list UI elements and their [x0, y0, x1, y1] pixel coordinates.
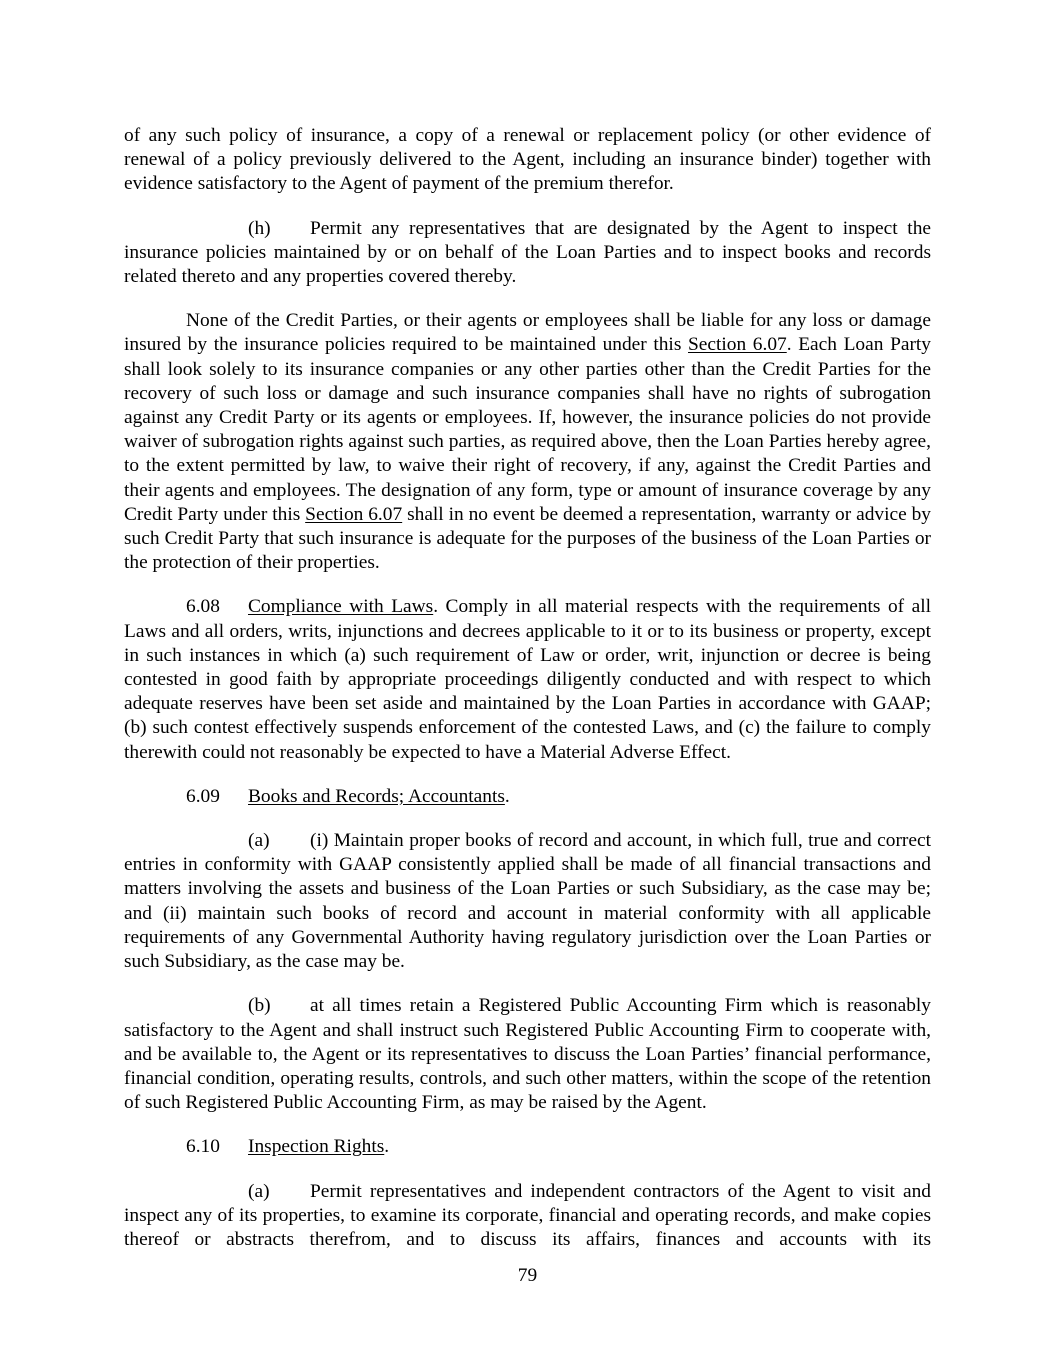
clause-label-6-09-a: (a)	[248, 830, 270, 852]
section-title-books-and-records: Books and Records; Accountants	[248, 785, 505, 807]
section-6-08	[124, 595, 931, 764]
section-number-6-09: 6.09	[186, 785, 220, 807]
section-title-period-6-09: .	[504, 785, 510, 807]
section-title-period-6-10: .	[384, 1136, 390, 1158]
clause-label-6-09-b: (b)	[248, 995, 271, 1017]
clause-text-6-09-b: at all times retain a Registered Public Accounting Firm which is reasonably satisfactory to the Agent and shall instruct such Registered Public Accounting Firm to cooperate with, and be available to, the Agent or its representatives to discuss the Loan Parties’ financial performance, financial condition, operating results, controls, and such other matters, within the scope of the retention of such Registered Public Accounting Firm, as may be raised by the Agent.	[124, 995, 931, 1114]
section-6-09-a	[124, 829, 931, 974]
paragraph-credit-parties-liability	[124, 309, 931, 575]
section-6-10-heading	[124, 1135, 931, 1159]
section-ref-6-07-second: Section 6.07	[305, 503, 403, 525]
section-6-10-a	[124, 1180, 931, 1253]
liability-text-2: . Each Loan Party shall look solely to its insurance companies or any other parties other than the Credit Parties for the recovery of such loss or damage and such insurance companies shall have no rights of subrogation against any Credit Party or its agents or employees. If, however, the insurance policies do not provide waiver of subrogation rights against such parties, as required above, then the Loan Parties hereby agree, to the extent permitted by law, to waive their right of recovery, if any, against the Credit Parties and their agents and employees. The designation of any form, type or amount of insurance coverage by any Credit Party under this	[124, 334, 931, 525]
liability-text-3: shall in no event be deemed a representation, warranty or advice by such Credit Party that such insurance is adequate for the purposes of the business of the Loan Parties or the protection of their properties.	[124, 503, 931, 574]
clause-label-h: (h)	[248, 217, 271, 239]
section-title-inspection-rights: Inspection Rights	[248, 1136, 385, 1158]
liability-text-1: None of the Credit Parties, or their agents or employees shall be liable for any loss or damage insured by the insurance policies required to be maintained under this	[124, 310, 931, 356]
section-ref-6-07-first: Section 6.07	[688, 334, 787, 356]
section-6-09-b	[124, 994, 931, 1115]
section-6-09-heading	[124, 785, 931, 809]
paragraph-insurance-renewal: of any such policy of insurance, a copy of a renewal or replacement policy (or other evidence of renewal of a policy previously delivered to the Agent, including an insurance binder) together with evidence satisfactory to the Agent of payment of the premium therefor.	[124, 125, 931, 195]
document-page	[124, 124, 931, 1272]
clause-text-6-10-a: Permit representatives and independent contractors of the Agent to visit and inspect any of its properties, to examine its corporate, financial and operating records, and make copies thereof or abstracts therefrom, and to discuss its affairs, finances and accounts with its	[124, 1180, 931, 1250]
section-number-6-08: 6.08	[186, 596, 220, 618]
section-number-6-10: 6.10	[186, 1136, 220, 1158]
paragraph-h-inspect-insurance	[124, 217, 931, 290]
clause-text-h: Permit any representatives that are designated by the Agent to inspect the insurance policies maintained by or on behalf of the Loan Parties and to inspect books and records related thereto and any properties covered thereby.	[124, 217, 931, 288]
clause-label-6-10-a: (a)	[248, 1180, 270, 1202]
section-text-6-08: . Comply in all material respects with the requirements of all Laws and all orders, writs, injunctions and decrees applicable to it or to its business or property, except in such instances in which (a) such requirement of Law or order, writ, injunction or decree is being contested in good faith by appropriate proceedings diligently conducted and with respect to which adequate reserves have been set aside and maintained by the Loan Parties in accordance with GAAP; (b) such contest effectively suspends enforcement of the contested Laws, and (c) the failure to comply therewith could not reasonably be expected to have a Material Adverse Effect.	[124, 596, 932, 763]
clause-text-6-09-a: (i) Maintain proper books of record and account, in which full, true and correct entries in conformity with GAAP consistently applied shall be made of all financial transactions and matters involving the assets and business of the Loan Parties or such Subsidiary, as the case may be; and (ii) maintain such books of record and account in material conformity with all applicable requirements of any Governmental Authority having regulatory jurisdiction over the Loan Parties or such Subsidiary, as the case may be.	[124, 830, 931, 973]
page-number: 79	[517, 1265, 538, 1286]
section-title-compliance-with-laws: Compliance with Laws	[248, 596, 434, 618]
